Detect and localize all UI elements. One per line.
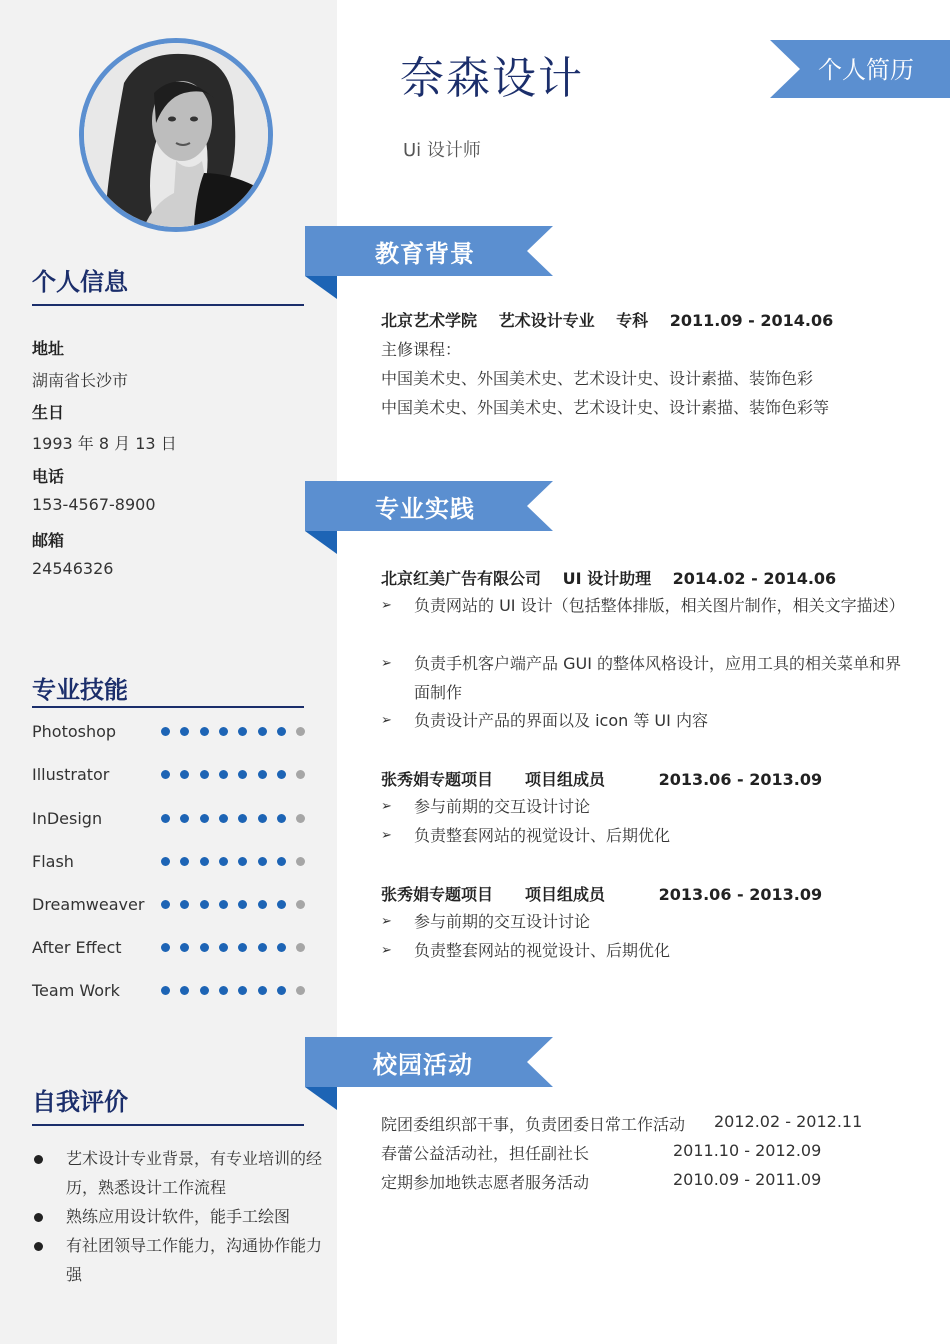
job-duty: 负责网站的 UI 设计（包括整体排版，相关图片制作，相关文字描述） xyxy=(414,596,905,615)
campus-activity: 定期参加地铁志愿者服务活动 xyxy=(381,1173,590,1192)
skill-dot-empty xyxy=(296,857,305,866)
skill-name: Team Work xyxy=(32,981,120,1000)
skill-dot-empty xyxy=(296,943,305,952)
campus-activity: 院团委组织部干事，负责团委日常工作活动 xyxy=(381,1115,686,1134)
arrow-bullet-icon: ➢ xyxy=(381,713,392,728)
skill-dot-filled xyxy=(200,900,209,909)
skill-dot-filled xyxy=(219,857,228,866)
job-duty: 负责整套网站的视觉设计、后期优化 xyxy=(414,941,671,960)
skill-dot-empty xyxy=(296,986,305,995)
skill-dot-filled xyxy=(180,986,189,995)
skill-name: Photoshop xyxy=(32,722,117,741)
address-value: 湖南省长沙市 xyxy=(32,371,129,390)
skill-row xyxy=(32,809,307,829)
avatar xyxy=(79,38,273,232)
skill-name: Illustrator xyxy=(32,765,110,784)
skill-dot-filled xyxy=(219,986,228,995)
self-eval-heading: 自我评价 xyxy=(32,1088,128,1116)
campus-date: 2010.09 - 2011.09 xyxy=(673,1170,822,1189)
skill-row xyxy=(32,938,307,958)
list-item xyxy=(32,1144,332,1202)
divider xyxy=(32,706,304,708)
skill-dot-empty xyxy=(296,900,305,909)
phone-value: 153-4567-8900 xyxy=(32,495,156,514)
skill-dot-filled xyxy=(180,857,189,866)
skill-dot-filled xyxy=(277,943,286,952)
skill-dot-filled xyxy=(161,857,170,866)
skill-dot-filled xyxy=(219,900,228,909)
skill-dot-filled xyxy=(238,727,247,736)
education-line: 中国美术史、外国美术史、艺术设计史、设计素描、装饰色彩 xyxy=(381,369,814,388)
skill-dot-filled xyxy=(200,727,209,736)
arrow-bullet-icon: ➢ xyxy=(381,914,392,929)
skill-dot-filled xyxy=(238,770,247,779)
skill-dot-filled xyxy=(238,900,247,909)
skill-dot-filled xyxy=(238,814,247,823)
list-item xyxy=(381,907,901,936)
skill-dot-filled xyxy=(161,814,170,823)
arrow-bullet-icon: ➢ xyxy=(381,656,392,671)
arrow-bullet-icon: ➢ xyxy=(381,828,392,843)
self-eval-text: 熟练应用设计软件，能手工绘图 xyxy=(66,1207,291,1226)
education-heading: 教育背景 xyxy=(375,240,475,268)
skill-dot-filled xyxy=(180,900,189,909)
skill-dot-filled xyxy=(200,814,209,823)
arrow-bullet-icon: ➢ xyxy=(381,598,392,613)
skill-dot-filled xyxy=(200,857,209,866)
divider xyxy=(32,304,304,306)
skill-dot-filled xyxy=(258,943,267,952)
job-duty: 负责手机客户端产品 GUI 的整体风格设计，应用工具的相关菜单和界面制作 xyxy=(414,654,902,702)
skill-dot-filled xyxy=(238,986,247,995)
email-label: 邮箱 xyxy=(32,531,65,550)
list-item xyxy=(381,792,901,821)
bullet-icon xyxy=(34,1155,43,1164)
skill-dot-filled xyxy=(219,770,228,779)
skill-dot-filled xyxy=(180,814,189,823)
education-line: 主修课程： xyxy=(381,340,462,359)
skill-dot-filled xyxy=(258,900,267,909)
skill-dot-filled xyxy=(161,770,170,779)
bullet-icon xyxy=(34,1213,43,1222)
list-item xyxy=(32,1202,332,1231)
portrait-photo xyxy=(84,43,268,227)
skill-dot-empty xyxy=(296,814,305,823)
skill-dot-filled xyxy=(180,770,189,779)
job-heading: 张秀娟专题项目 项目组成员 2013.06 - 2013.09 xyxy=(381,770,823,789)
skill-dot-filled xyxy=(258,857,267,866)
education-school-line: 北京艺术学院 艺术设计专业 专科 2011.09 - 2014.06 xyxy=(381,311,834,330)
skill-dot-filled xyxy=(277,727,286,736)
personal-info-heading: 个人信息 xyxy=(32,268,128,296)
skill-name: Flash xyxy=(32,852,74,871)
bullet-icon xyxy=(34,1242,43,1251)
skill-row xyxy=(32,852,307,872)
self-eval-text: 有社团领导工作能力，沟通协作能力强 xyxy=(66,1236,323,1284)
skill-dot-filled xyxy=(277,986,286,995)
campus-activity: 春蕾公益活动社，担任副社长 xyxy=(381,1144,590,1163)
job-duty: 参与前期的交互设计讨论 xyxy=(414,797,591,816)
resume-name: 奈森设计 xyxy=(400,53,584,104)
skill-dot-filled xyxy=(219,943,228,952)
skill-dot-filled xyxy=(200,943,209,952)
education-line: 中国美术史、外国美术史、艺术设计史、设计素描、装饰色彩等 xyxy=(381,398,830,417)
job-duty: 负责整套网站的视觉设计、后期优化 xyxy=(414,826,671,845)
skill-dot-filled xyxy=(258,770,267,779)
skill-name: Dreamweaver xyxy=(32,895,145,914)
address-label: 地址 xyxy=(32,339,65,358)
birthday-value: 1993 年 8 月 13 日 xyxy=(32,434,177,453)
phone-label: 电话 xyxy=(32,467,65,486)
arrow-bullet-icon: ➢ xyxy=(381,799,392,814)
list-item xyxy=(381,591,905,620)
list-item xyxy=(381,821,901,850)
list-item xyxy=(381,649,901,707)
skill-dot-filled xyxy=(277,770,286,779)
skill-dot-filled xyxy=(238,943,247,952)
self-eval-text: 艺术设计专业背景，有专业培训的经历，熟悉设计工作流程 xyxy=(66,1149,323,1197)
skill-dot-filled xyxy=(219,814,228,823)
birthday-label: 生日 xyxy=(32,403,65,422)
skill-dot-filled xyxy=(277,900,286,909)
arrow-bullet-icon: ➢ xyxy=(381,943,392,958)
skill-dot-filled xyxy=(180,943,189,952)
skill-dot-filled xyxy=(200,770,209,779)
resume-ribbon-label: 个人简历 xyxy=(818,56,914,84)
list-item xyxy=(381,936,901,965)
skill-dot-filled xyxy=(258,986,267,995)
campus-date: 2012.02 - 2012.11 xyxy=(714,1112,863,1131)
divider xyxy=(32,1124,304,1126)
skill-dot-filled xyxy=(238,857,247,866)
skills-heading: 专业技能 xyxy=(32,676,128,704)
skill-dot-filled xyxy=(258,727,267,736)
skill-dot-empty xyxy=(296,770,305,779)
skill-row xyxy=(32,895,307,915)
job-duty: 负责设计产品的界面以及 icon 等 UI 内容 xyxy=(414,711,708,730)
skill-dot-empty xyxy=(296,727,305,736)
job-title: Ui 设计师 xyxy=(403,140,481,161)
skill-name: After Effect xyxy=(32,938,122,957)
skill-name: InDesign xyxy=(32,809,103,828)
skill-row xyxy=(32,981,307,1001)
skill-dot-filled xyxy=(200,986,209,995)
list-item xyxy=(32,1231,332,1289)
job-duty: 参与前期的交互设计讨论 xyxy=(414,912,591,931)
skill-dot-filled xyxy=(180,727,189,736)
skill-dot-filled xyxy=(219,727,228,736)
skill-dot-filled xyxy=(258,814,267,823)
skill-dot-filled xyxy=(277,857,286,866)
skill-dot-filled xyxy=(161,727,170,736)
skill-row xyxy=(32,722,307,742)
job-heading: 北京红美广告有限公司 UI 设计助理 2014.02 - 2014.06 xyxy=(381,569,837,588)
skill-row xyxy=(32,765,307,785)
list-item xyxy=(381,706,901,735)
skill-dot-filled xyxy=(161,900,170,909)
skill-dot-filled xyxy=(277,814,286,823)
practice-heading: 专业实践 xyxy=(375,495,475,523)
job-heading: 张秀娟专题项目 项目组成员 2013.06 - 2013.09 xyxy=(381,885,823,904)
skill-dot-filled xyxy=(161,943,170,952)
skill-dot-filled xyxy=(161,986,170,995)
campus-date: 2011.10 - 2012.09 xyxy=(673,1141,822,1160)
email-value: 24546326 xyxy=(32,559,114,578)
campus-heading: 校园活动 xyxy=(373,1051,473,1079)
